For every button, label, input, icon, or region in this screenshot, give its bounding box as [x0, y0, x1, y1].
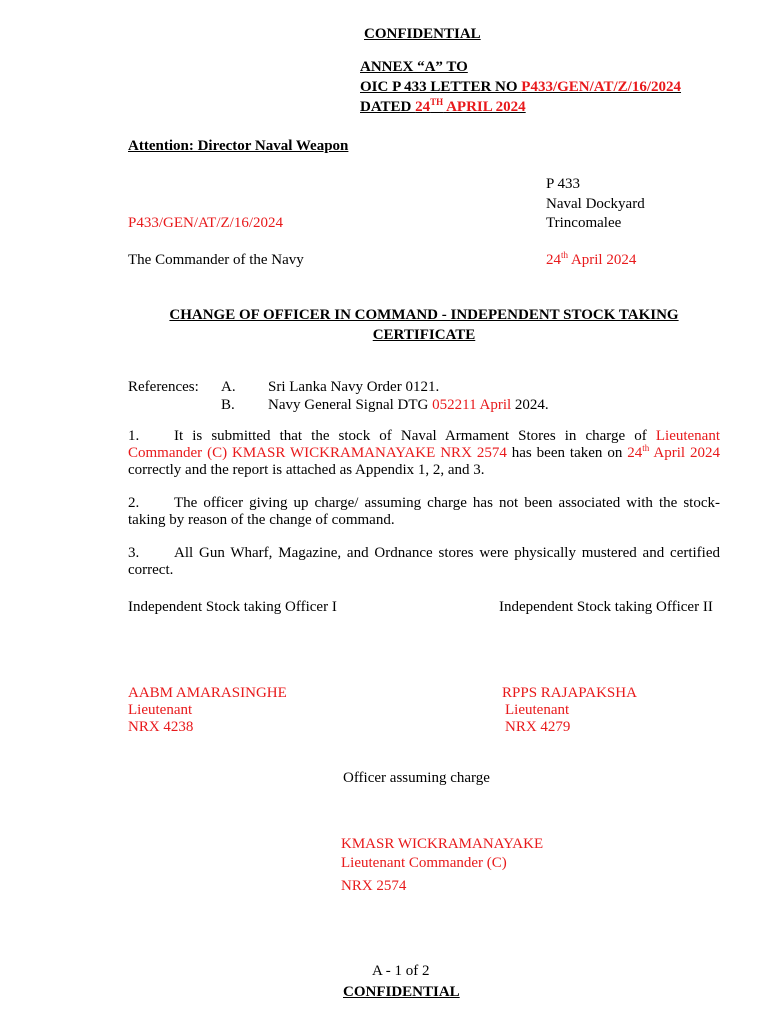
- paragraph-1-text-b: has been taken on: [506, 445, 628, 461]
- officer-2-number: NRX 4279: [505, 719, 571, 735]
- header-classification: CONFIDENTIAL: [364, 26, 481, 42]
- letter-date-day: 24: [546, 252, 561, 268]
- references-label: References:: [128, 379, 199, 395]
- reference-b-dtg: 052211 April: [432, 397, 512, 413]
- dated-prefix: DATED: [360, 99, 416, 115]
- file-reference: P433/GEN/AT/Z/16/2024: [128, 215, 284, 231]
- officer-2-name: RPPS RAJAPAKSHA: [502, 685, 637, 701]
- sender-city: Trincomalee: [546, 215, 622, 231]
- paragraph-1-officer: Lieutenant Commander (C) KMASR WICKRAMANAYAKE NRX 2574: [128, 428, 720, 461]
- paragraph-1-number: 1.: [128, 428, 140, 444]
- assuming-officer-name: KMASR WICKRAMANAYAKE: [341, 836, 544, 852]
- officer-2-rank: Lieutenant: [505, 702, 570, 718]
- reference-b-text: [268, 396, 549, 414]
- paragraph-2-text: The officer giving up charge/ assuming charge has not been associated with the stock-taking by reason of the change of command.: [128, 495, 720, 528]
- footer-classification: CONFIDENTIAL: [343, 984, 460, 1000]
- sender-location: Naval Dockyard: [546, 196, 645, 212]
- sender-unit: P 433: [546, 176, 581, 192]
- dated-sup: TH: [430, 97, 444, 107]
- dated-day: 24: [415, 99, 431, 115]
- officer-2-role: Independent Stock taking Officer II: [499, 599, 713, 615]
- title-line-2: CERTIFICATE: [372, 327, 476, 343]
- assuming-officer-rank: Lieutenant Commander (C): [341, 855, 507, 871]
- letter-prefix: OIC P 433 LETTER NO: [360, 79, 522, 95]
- officer-1-rank: Lieutenant: [128, 702, 193, 718]
- paragraph-1-text-a: It is submitted that the stock of Naval Armament Stores in charge of: [174, 428, 656, 444]
- letter-date-rest: April 2024: [568, 252, 637, 268]
- dated-line: [360, 98, 526, 116]
- reference-b-after: 2024.: [511, 397, 549, 413]
- paragraph-1-date: [627, 445, 720, 461]
- attention-line: Attention: Director Naval Weapon: [128, 138, 349, 154]
- assuming-officer-number: NRX 2574: [341, 878, 407, 894]
- paragraph-1-date-rest: April 2024: [649, 445, 720, 461]
- officer-1-role: Independent Stock taking Officer I: [128, 599, 337, 615]
- reference-a-text: Sri Lanka Navy Order 0121.: [268, 379, 440, 395]
- letter-number: P433/GEN/AT/Z/16/2024: [521, 79, 682, 95]
- officer-1-name: AABM AMARASINGHE: [128, 685, 287, 701]
- paragraph-2: [128, 495, 720, 529]
- paragraph-3-number: 3.: [128, 545, 140, 561]
- reference-b-letter: B.: [221, 397, 235, 413]
- page-number: A - 1 of 2: [372, 963, 430, 979]
- dated-rest: APRIL 2024: [443, 99, 526, 115]
- assuming-officer-role: Officer assuming charge: [343, 770, 490, 786]
- paragraph-1-text-c: correctly and the report is attached as Appendix 1, 2, and 3.: [128, 462, 485, 478]
- paragraph-3-text: All Gun Wharf, Magazine, and Ordnance stores were physically mustered and certified correct.: [128, 545, 720, 578]
- officer-1-number: NRX 4238: [128, 719, 194, 735]
- paragraph-1-date-day: 24: [627, 445, 643, 461]
- dated-value: [415, 99, 526, 115]
- title-line-1: CHANGE OF OFFICER IN COMMAND - INDEPENDENT STOCK TAKING: [169, 307, 679, 323]
- letter-date-sup: th: [561, 250, 569, 260]
- annex-line: ANNEX “A” TO: [360, 59, 468, 75]
- paragraph-1: [128, 428, 720, 479]
- reference-b-before: Navy General Signal DTG: [268, 397, 433, 413]
- letter-number-line: [360, 78, 681, 96]
- paragraph-1-date-sup: th: [642, 443, 650, 453]
- letter-date: [546, 251, 636, 269]
- paragraph-3: [128, 545, 720, 579]
- paragraph-2-number: 2.: [128, 495, 140, 511]
- recipient: The Commander of the Navy: [128, 252, 304, 268]
- reference-a-letter: A.: [221, 379, 236, 395]
